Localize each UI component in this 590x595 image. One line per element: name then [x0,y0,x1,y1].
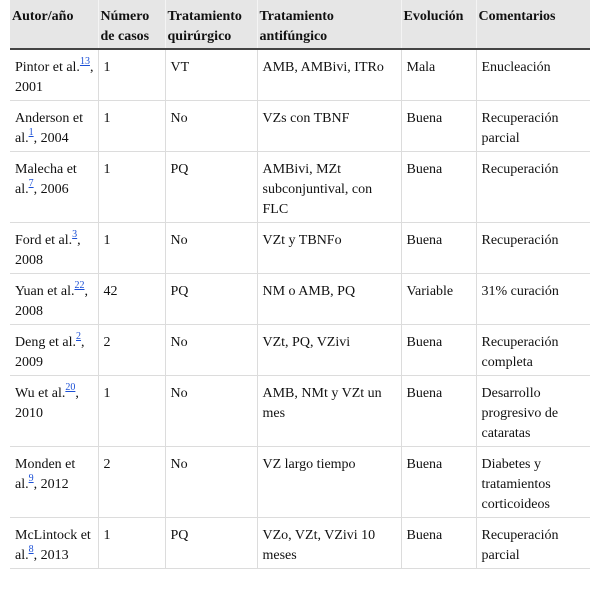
reference-link[interactable]: 22 [74,280,85,291]
cell-evolution: Buena [401,447,476,518]
cell-author-year [10,447,98,518]
author-name: Malecha et al. [15,162,77,197]
author-name: Monden et al. [15,457,76,492]
cell-evolution: Buena [401,518,476,569]
cell-surgical-treatment: PQ [165,152,257,223]
cell-comments: Diabetes y tratamientos corticoideos [476,447,590,518]
header-case-count [98,0,165,49]
table-row [10,376,590,447]
cell-evolution: Buena [401,376,476,447]
table-row [10,152,590,223]
cell-comments: Recuperación completa [476,325,590,376]
cell-evolution: Buena [401,101,476,152]
cell-evolution: Buena [401,223,476,274]
cell-antifungal-treatment: AMB, NMt y VZt un mes [257,376,401,447]
cell-antifungal-treatment: VZt y TBNFo [257,223,401,274]
cell-case-count: 2 [98,447,165,518]
cell-surgical-treatment: PQ [165,518,257,569]
author-name: Yuan et al. [15,284,75,299]
header-text: antifúngico [259,29,328,44]
reference-link[interactable]: 3 [72,229,78,240]
cell-case-count: 1 [98,223,165,274]
table-row [10,223,590,274]
header-text: Número [100,9,150,24]
cell-case-count: 2 [98,325,165,376]
cell-author-year [10,518,98,569]
cell-comments: Recuperación [476,152,590,223]
reference-link[interactable]: 20 [65,382,76,393]
header-text: de casos [100,29,150,44]
case-table [10,0,590,569]
cell-evolution: Mala [401,49,476,101]
publication-year: , 2001 [15,60,94,95]
cell-surgical-treatment: No [165,376,257,447]
cell-antifungal-treatment: VZt, PQ, VZivi [257,325,401,376]
author-name: Wu et al. [15,386,66,401]
cell-case-count: 1 [98,518,165,569]
author-name: Ford et al. [15,233,73,248]
header-author-year [10,0,98,49]
cell-antifungal-treatment: VZs con TBNF [257,101,401,152]
publication-year: , 2012 [33,477,69,492]
cell-comments: Desarrollo progresivo de cataratas [476,376,590,447]
cell-comments: Recuperación [476,223,590,274]
cell-surgical-treatment: No [165,101,257,152]
header-text: Autor/año [12,9,74,24]
header-row [10,0,590,49]
publication-year: , 2010 [15,386,79,421]
header-text: quirúrgico [167,29,232,44]
header-text: Evolución [403,9,464,24]
header-surgical-treatment [165,0,257,49]
cell-author-year [10,101,98,152]
header-comments [476,0,590,49]
cell-case-count: 1 [98,376,165,447]
publication-year: , 2008 [15,284,88,319]
cell-author-year [10,376,98,447]
author-name: Pintor et al. [15,60,80,75]
cell-author-year [10,49,98,101]
cell-comments: Enucleación [476,49,590,101]
header-antifungal-treatment [257,0,401,49]
cell-evolution: Buena [401,325,476,376]
publication-year: , 2008 [15,233,81,268]
cell-comments: 31% curación [476,274,590,325]
table-row [10,274,590,325]
cell-author-year [10,223,98,274]
cell-author-year [10,274,98,325]
publication-year: , 2006 [33,182,69,197]
reference-link[interactable]: 8 [28,544,34,555]
cell-surgical-treatment: VT [165,49,257,101]
header-text: Tratamiento [167,9,242,24]
cell-evolution: Buena [401,152,476,223]
reference-link[interactable]: 13 [79,56,90,67]
cell-author-year [10,325,98,376]
cell-comments: Recuperación parcial [476,101,590,152]
table-row [10,447,590,518]
table-row [10,325,590,376]
table-row [10,101,590,152]
cell-antifungal-treatment: VZo, VZt, VZivi 10 meses [257,518,401,569]
cell-comments: Recuperación parcial [476,518,590,569]
cell-surgical-treatment: No [165,447,257,518]
table-row [10,49,590,101]
author-name: Deng et al. [15,335,77,350]
header-text: Comentarios [478,9,556,24]
cell-case-count: 1 [98,49,165,101]
author-name: Anderson et al. [15,111,84,146]
cell-antifungal-treatment: VZ largo tiempo [257,447,401,518]
cell-surgical-treatment: PQ [165,274,257,325]
reference-link[interactable]: 1 [28,127,34,138]
reference-link[interactable]: 2 [76,331,82,342]
cell-case-count: 42 [98,274,165,325]
header-text: Tratamiento [259,9,334,24]
cell-case-count: 1 [98,152,165,223]
publication-year: , 2013 [33,548,69,563]
cell-antifungal-treatment: AMBivi, MZt subconjuntival, con FLC [257,152,401,223]
publication-year: , 2004 [33,131,69,146]
header-evolution [401,0,476,49]
cell-evolution: Variable [401,274,476,325]
cell-surgical-treatment: No [165,325,257,376]
reference-link[interactable]: 9 [28,473,34,484]
author-name: McLintock et al. [15,528,91,563]
cell-surgical-treatment: No [165,223,257,274]
table-body [10,49,590,569]
table-row [10,518,590,569]
cell-antifungal-treatment: AMB, AMBivi, ITRo [257,49,401,101]
publication-year: , 2009 [15,335,85,370]
cell-author-year [10,152,98,223]
reference-link[interactable]: 7 [28,178,34,189]
cell-case-count: 1 [98,101,165,152]
cell-antifungal-treatment: NM o AMB, PQ [257,274,401,325]
